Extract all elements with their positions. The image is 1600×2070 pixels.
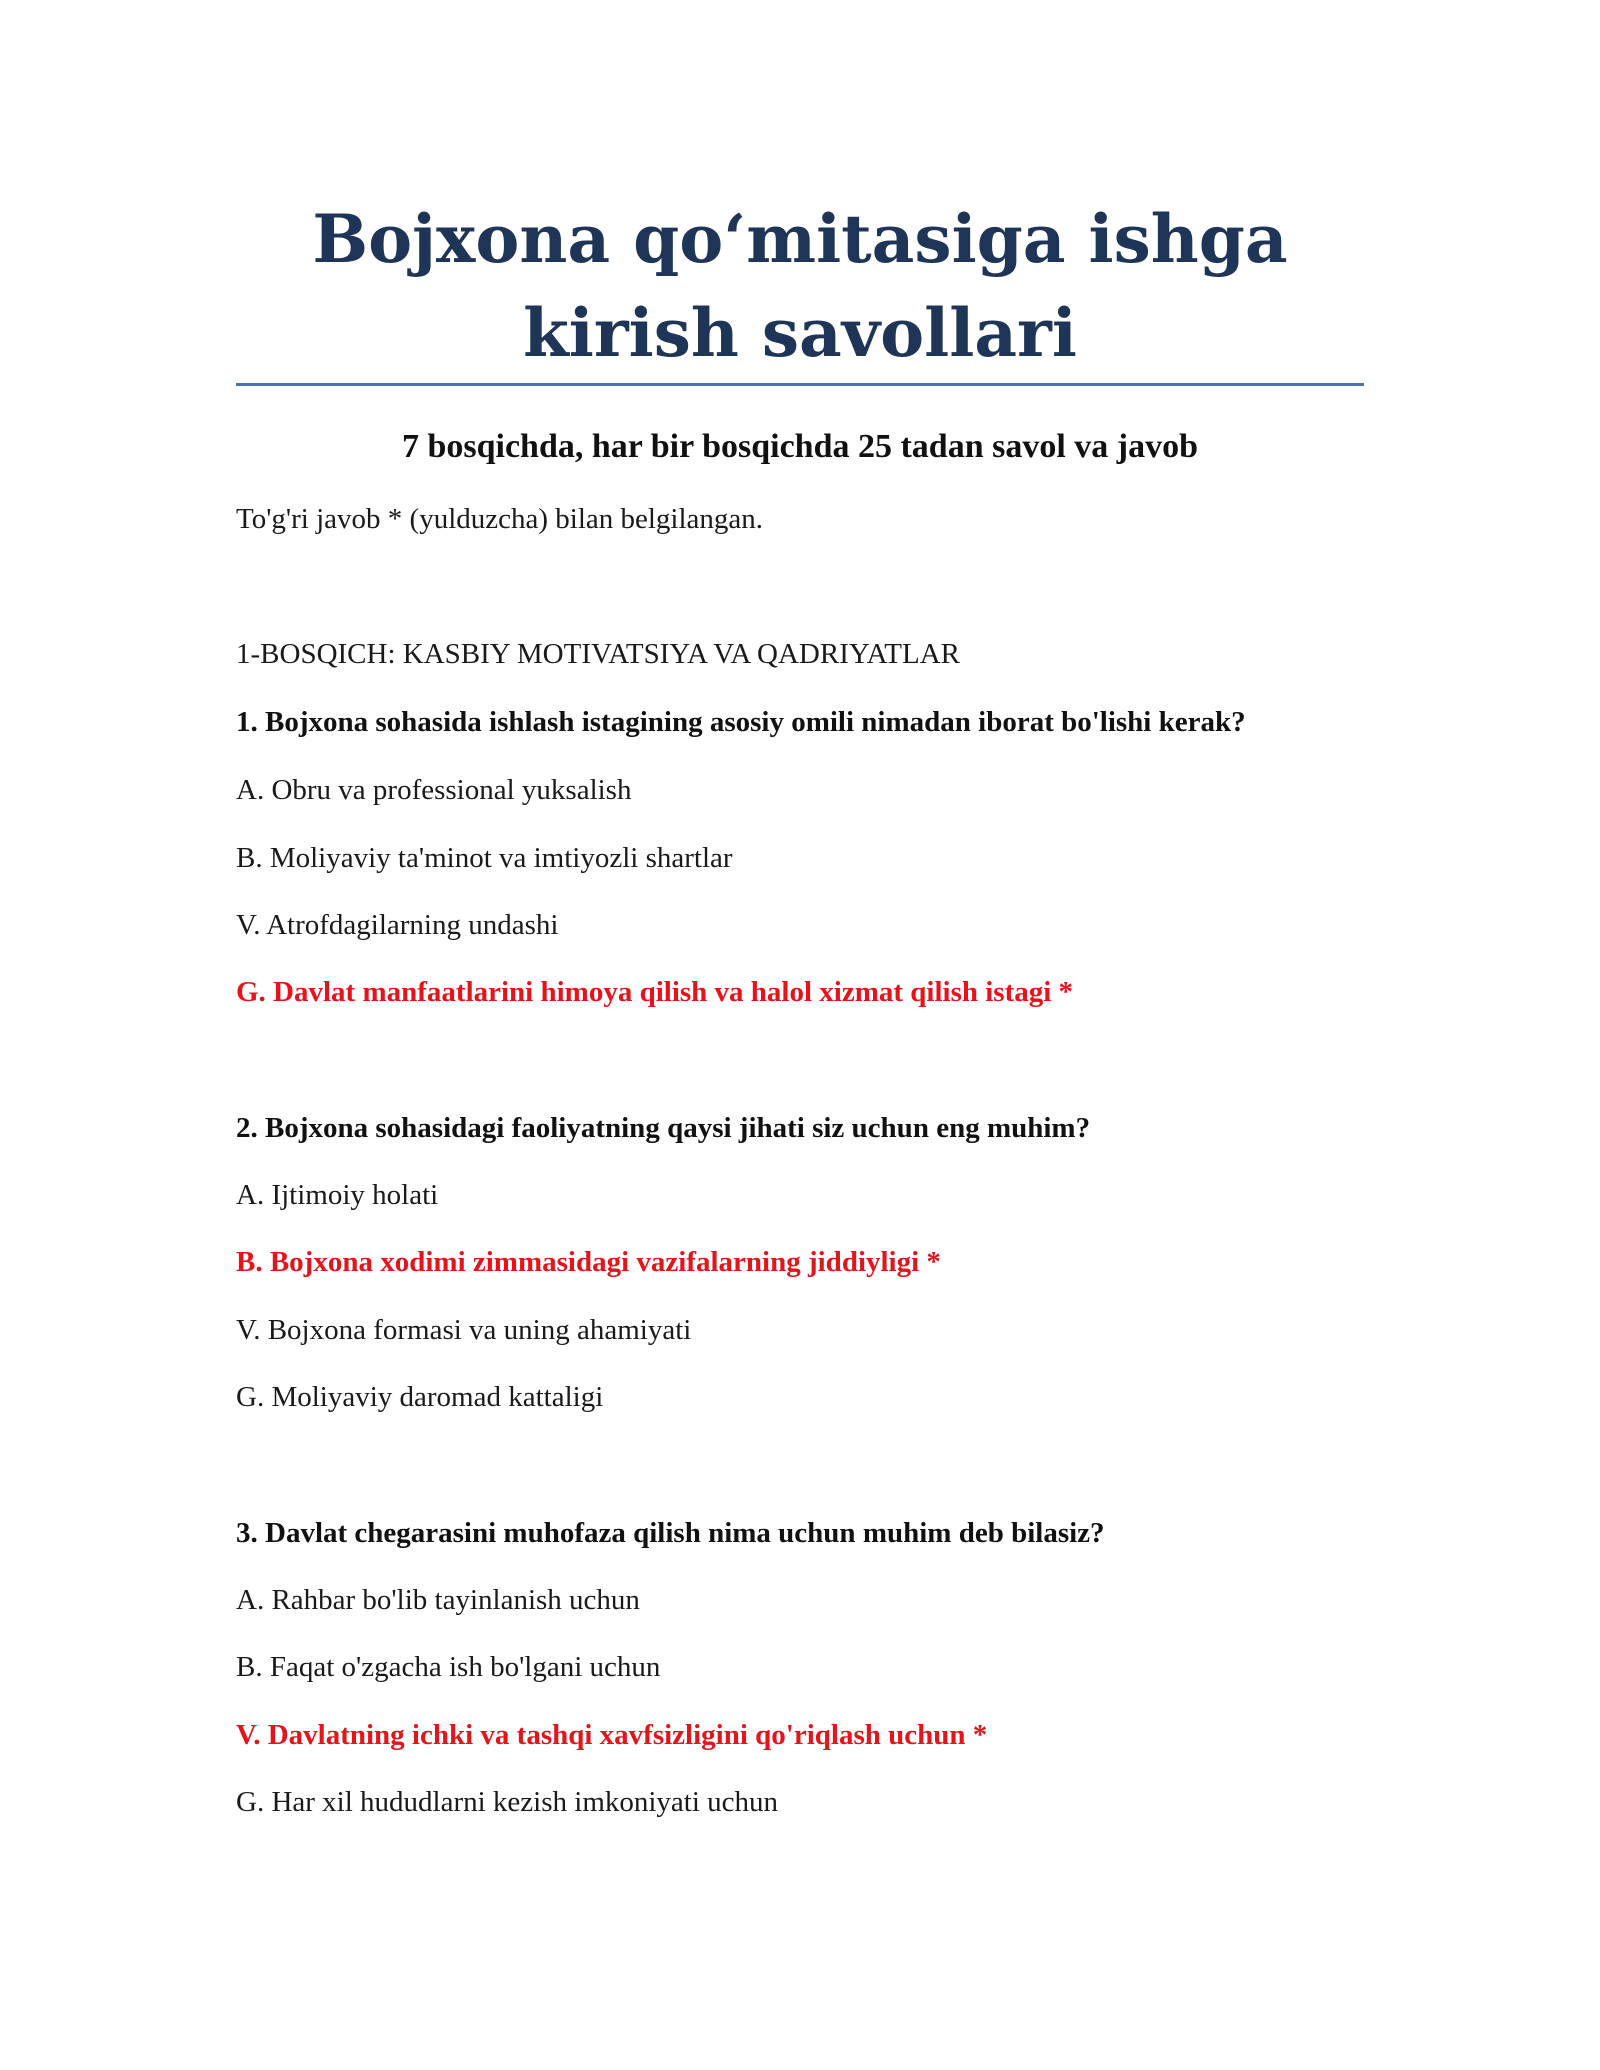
question-3: 3. Davlat chegarasini muhofaza qilish nima uchun muhim deb bilasiz? xyxy=(236,1517,1105,1549)
document-title xyxy=(236,192,1364,380)
question-2-option-g: G. Moliyaviy daromad kattaligi xyxy=(236,1381,604,1413)
question-1-option-a: A. Obru va professional yuksalish xyxy=(236,774,632,806)
question-1-option-v: V. Atrofdagilarning undashi xyxy=(236,909,559,941)
question-3-option-b: B. Faqat o'zgacha ish bo'lgani uchun xyxy=(236,1651,661,1683)
question-2: 2. Bojxona sohasidagi faoliyatning qaysi jihati siz uchun eng muhim? xyxy=(236,1112,1091,1144)
title-line-2: kirish savollari xyxy=(523,294,1077,372)
question-2-option-b-correct: B. Bojxona xodimi zimmasidagi vazifalarning jiddiyligi * xyxy=(236,1246,941,1278)
question-2-option-v: V. Bojxona formasi va uning ahamiyati xyxy=(236,1314,692,1346)
question-2-option-a: A. Ijtimoiy holati xyxy=(236,1179,439,1211)
question-1-option-g-correct: G. Davlat manfaatlarini himoya qilish va halol xizmat qilish istagi * xyxy=(236,976,1074,1008)
section-heading: 1-BOSQICH: KASBIY MOTIVATSIYA VA QADRIYATLAR xyxy=(236,638,961,670)
title-divider xyxy=(236,383,1364,386)
question-3-option-a: A. Rahbar bo'lib tayinlanish uchun xyxy=(236,1584,640,1616)
answer-note: To'g'ri javob * (yulduzcha) bilan belgilangan. xyxy=(236,503,764,535)
title-line-1: Bojxona qo‘mitasiga ishga xyxy=(312,200,1288,278)
question-1: 1. Bojxona sohasida ishlash istagining asosiy omili nimadan iborat bo'lishi kerak? xyxy=(236,706,1246,738)
question-3-option-g: G. Har xil hududlarni kezish imkoniyati uchun xyxy=(236,1786,779,1818)
question-3-option-v-correct: V. Davlatning ichki va tashqi xavfsizligini qo'riqlash uchun * xyxy=(236,1719,988,1751)
question-1-option-b: B. Moliyaviy ta'minot va imtiyozli shartlar xyxy=(236,842,733,874)
document-subtitle: 7 bosqichda, har bir bosqichda 25 tadan savol va javob xyxy=(401,428,1199,465)
